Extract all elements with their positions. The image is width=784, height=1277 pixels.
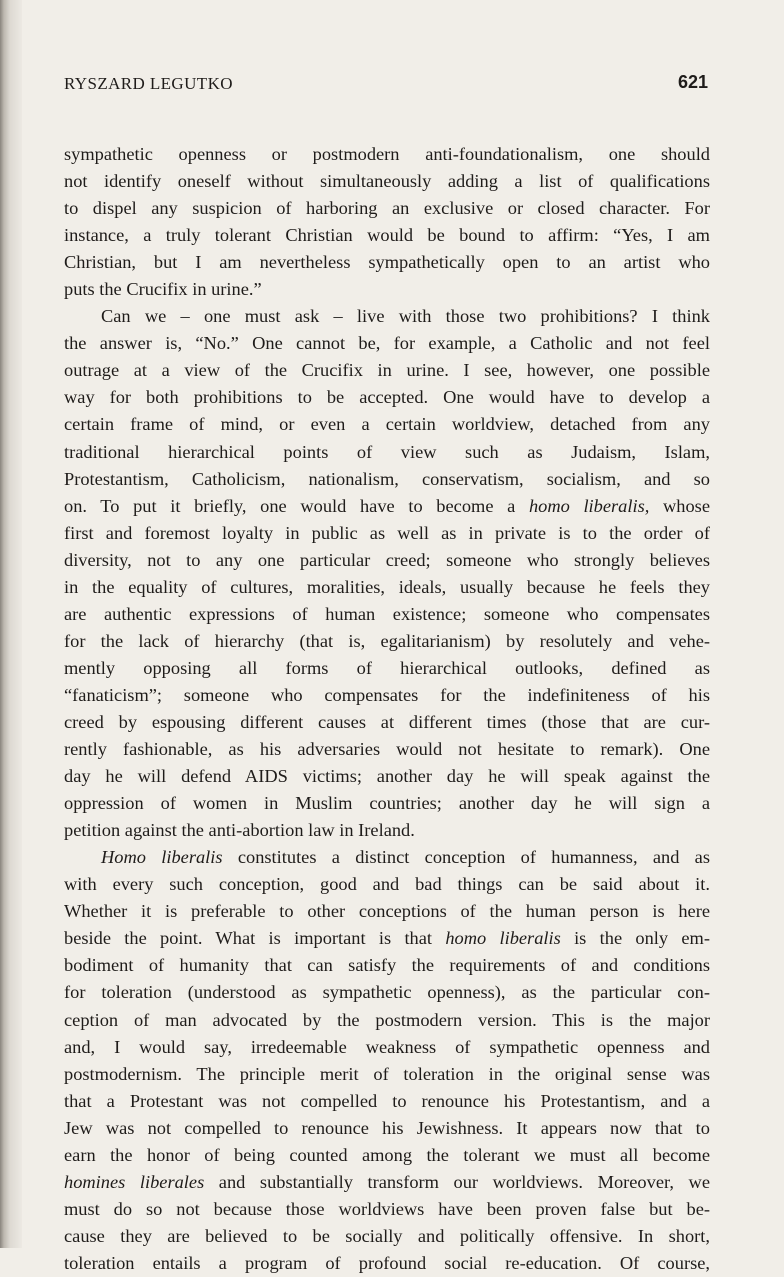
text-segment: first and foremost loyalty in public as well as in private is to the order of <box>64 522 710 543</box>
text-segment: cause they are believed to be socially and politically offensive. In short, <box>64 1225 710 1246</box>
italic-term: homo liberalis <box>445 928 561 949</box>
text-line <box>64 601 710 628</box>
text-segment: Can we – one must ask – live with those two prohibitions? I think <box>101 306 710 327</box>
text-line <box>64 547 710 574</box>
text-line <box>64 979 710 1006</box>
text-line <box>64 1034 710 1061</box>
text-segment: Whether it is preferable to other conceptions of the human person is here <box>64 901 710 922</box>
text-segment: mently opposing all forms of hierarchical outlooks, defined as <box>64 657 710 678</box>
italic-term: Homo liberalis <box>101 847 223 868</box>
text-segment: bodiment of humanity that can satisfy the requirements of and conditions <box>64 955 710 976</box>
text-line <box>64 357 710 384</box>
text-line <box>64 655 710 682</box>
text-line <box>64 168 710 195</box>
text-segment: and substantially transform our worldviews. Moreover, we <box>204 1171 710 1192</box>
text-line <box>64 925 710 952</box>
text-segment: “fanaticism”; someone who compensates for the indefiniteness of his <box>64 684 710 705</box>
text-line <box>64 1115 710 1142</box>
text-line <box>64 1250 710 1277</box>
text-line <box>64 574 710 601</box>
text-segment: that a Protestant was not compelled to renounce his Protestantism, and a <box>64 1090 710 1111</box>
text-segment: to dispel any suspicion of harboring an exclusive or closed character. For <box>64 198 710 219</box>
text-segment: and, I would say, irredeemable weakness of sympathetic openness and <box>64 1036 710 1057</box>
page-header <box>64 72 708 96</box>
text-line <box>64 898 710 925</box>
text-line <box>64 330 710 357</box>
text-segment: for the lack of hierarchy (that is, egalitarianism) by resolutely and vehe- <box>64 630 710 651</box>
text-line <box>64 790 710 817</box>
text-segment: rently fashionable, as his adversaries would not hesitate to remark). One <box>64 739 710 760</box>
text-line <box>64 384 710 411</box>
text-line <box>64 303 710 330</box>
text-line <box>64 141 710 168</box>
text-segment: instance, a truly tolerant Christian would be bound to affirm: “Yes, I am <box>64 225 710 246</box>
text-line <box>64 493 710 520</box>
text-line <box>64 1196 710 1223</box>
text-line <box>64 466 710 493</box>
body-text <box>64 141 710 1277</box>
text-segment: toleration entails a program of profound social re-education. Of course, <box>64 1252 710 1273</box>
text-line <box>64 763 710 790</box>
text-segment: outrage at a view of the Crucifix in urine. I see, however, one possible <box>64 360 710 381</box>
text-line <box>64 249 710 276</box>
text-line <box>64 817 710 844</box>
text-line <box>64 439 710 466</box>
text-line <box>64 952 710 979</box>
text-segment: whose <box>649 495 710 516</box>
text-segment: must do so not because those worldviews have been proven false but be- <box>64 1198 710 1219</box>
text-segment: postmodernism. The principle merit of toleration in the original sense was <box>64 1063 710 1084</box>
italic-term: homines liberales <box>64 1171 205 1192</box>
text-line <box>64 222 710 249</box>
text-segment: for toleration (understood as sympathetic openness), as the particular con- <box>64 982 710 1003</box>
text-line <box>64 709 710 736</box>
text-segment: certain frame of mind, or even a certain worldview, detached from any <box>64 414 710 435</box>
text-segment: puts the Crucifix in urine.” <box>64 279 262 300</box>
text-line <box>64 628 710 655</box>
book-spine-shadow <box>0 0 22 1248</box>
text-segment: oppression of women in Muslim countries; another day he will sign a <box>64 793 710 814</box>
page-number: 621 <box>677 72 708 92</box>
text-segment: the answer is, “No.” One cannot be, for example, a Catholic and not feel <box>64 333 710 354</box>
text-line <box>64 682 710 709</box>
text-segment: with every such conception, good and bad things can be said about it. <box>64 874 710 895</box>
text-line <box>64 520 710 547</box>
text-segment: Christian, but I am nevertheless sympathetically open to an artist who <box>64 252 710 273</box>
text-segment: traditional hierarchical points of view such as Judaism, Islam, <box>64 441 710 462</box>
text-line <box>64 871 710 898</box>
text-segment: in the equality of cultures, moralities, ideals, usually because he feels they <box>64 576 710 597</box>
text-segment: day he will defend AIDS victims; another day he will speak against the <box>64 766 710 787</box>
text-segment: way for both prohibitions to be accepted. One would have to develop a <box>64 387 710 408</box>
text-segment: sympathetic openness or postmodern anti-foundationalism, one should <box>64 144 710 164</box>
text-segment: constitutes a distinct conception of humanness, and as <box>222 847 710 868</box>
text-line <box>64 736 710 763</box>
text-line <box>64 1223 710 1250</box>
text-line <box>64 1088 710 1115</box>
text-line <box>64 1142 710 1169</box>
text-segment: not identify oneself without simultaneously adding a list of qualifications <box>64 171 710 192</box>
text-segment: ception of man advocated by the postmodern version. This is the major <box>64 1009 710 1030</box>
text-segment: petition against the anti-abortion law in Ireland. <box>64 820 415 841</box>
text-segment: are authentic expressions of human existence; someone who compensates <box>64 603 710 624</box>
text-segment: Jew was not compelled to renounce his Jewishness. It appears now that to <box>64 1117 710 1138</box>
text-line <box>64 195 710 222</box>
text-line <box>64 276 710 303</box>
text-line <box>64 844 710 871</box>
text-segment: creed by espousing different causes at different times (those that are cur- <box>64 711 710 732</box>
text-segment: diversity, not to any one particular creed; someone who strongly believes <box>64 549 710 570</box>
text-segment: on. To put it briefly, one would have to become a <box>64 495 529 516</box>
text-line <box>64 411 710 438</box>
text-line <box>64 1169 710 1196</box>
text-segment: is the only em- <box>560 928 710 949</box>
text-segment: Protestantism, Catholicism, nationalism, conservatism, socialism, and so <box>64 468 710 489</box>
text-segment: earn the honor of being counted among the tolerant we must all become <box>64 1144 710 1165</box>
running-head: RYSZARD LEGUTKO <box>64 74 233 93</box>
text-segment: beside the point. What is important is that <box>64 928 446 949</box>
text-line <box>64 1061 710 1088</box>
text-line <box>64 1007 710 1034</box>
italic-term: homo liberalis, <box>528 495 650 516</box>
